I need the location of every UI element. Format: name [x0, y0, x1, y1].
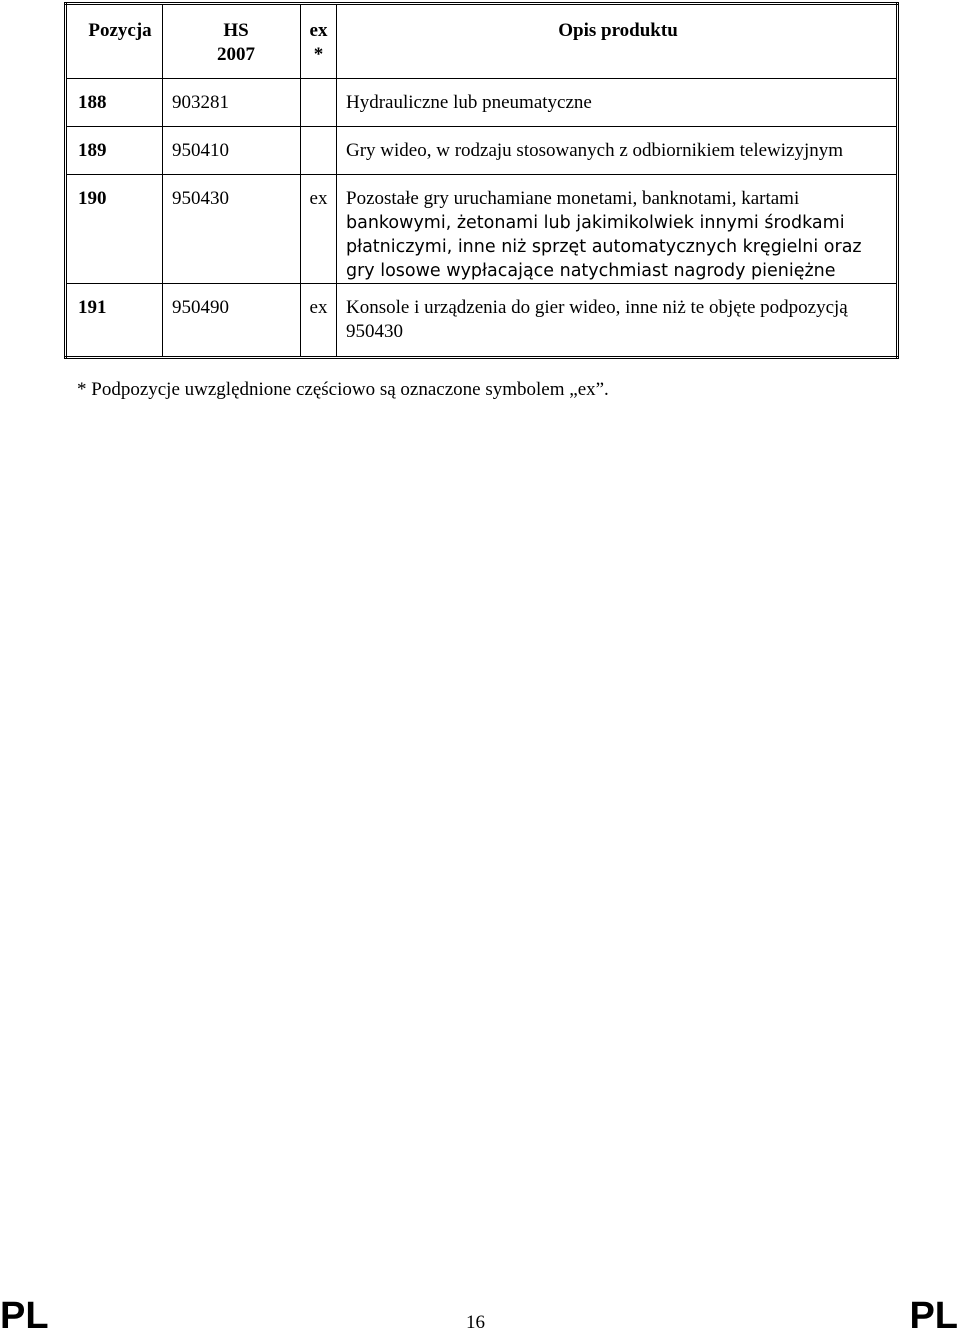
header-pozycja: Pozycja	[66, 4, 163, 79]
table-row	[66, 127, 898, 175]
table-row	[66, 79, 898, 127]
table-row	[66, 175, 898, 284]
table-row	[66, 284, 898, 358]
page-number: 16	[466, 1312, 485, 1333]
cell-opis: Konsole i urządzenia do gier wideo, inne niż te objęte podpozycją 950430	[337, 284, 898, 358]
footer-language-code-left: PL	[0, 1295, 49, 1337]
cell-hs: 950410	[163, 127, 301, 175]
header-hs: HS 2007	[163, 4, 301, 79]
cell-opis-rest: bankowymi, żetonami lub jakimikolwiek innymi środkami płatniczymi, inne niż sprzęt automatycznych kręgielni oraz gry losowe wypłacające natychmiast nagrody pieniężne	[346, 213, 862, 281]
header-ex: ex *	[301, 4, 337, 79]
cell-hs: 903281	[163, 79, 301, 127]
cell-pozycja: 189	[66, 127, 163, 175]
cell-opis-line1: Pozostałe gry uruchamiane monetami, banknotami, kartami	[346, 188, 800, 209]
product-table	[64, 2, 899, 359]
header-opis: Opis produktu	[337, 4, 898, 79]
cell-ex: ex	[301, 284, 337, 358]
cell-ex	[301, 79, 337, 127]
cell-hs: 950490	[163, 284, 301, 358]
cell-opis: Gry wideo, w rodzaju stosowanych z odbiornikiem telewizyjnym	[337, 127, 898, 175]
table-header-row	[66, 4, 898, 79]
cell-hs: 950430	[163, 175, 301, 284]
footer-language-code-right: PL	[909, 1295, 958, 1337]
cell-ex	[301, 127, 337, 175]
cell-ex: ex	[301, 175, 337, 284]
cell-pozycja: 191	[66, 284, 163, 358]
footnote: * Podpozycje uwzględnione częściowo są oznaczone symbolem „ex”.	[77, 379, 609, 400]
cell-opis: Hydrauliczne lub pneumatyczne	[337, 79, 898, 127]
cell-pozycja: 190	[66, 175, 163, 284]
cell-opis	[337, 175, 898, 284]
cell-pozycja: 188	[66, 79, 163, 127]
